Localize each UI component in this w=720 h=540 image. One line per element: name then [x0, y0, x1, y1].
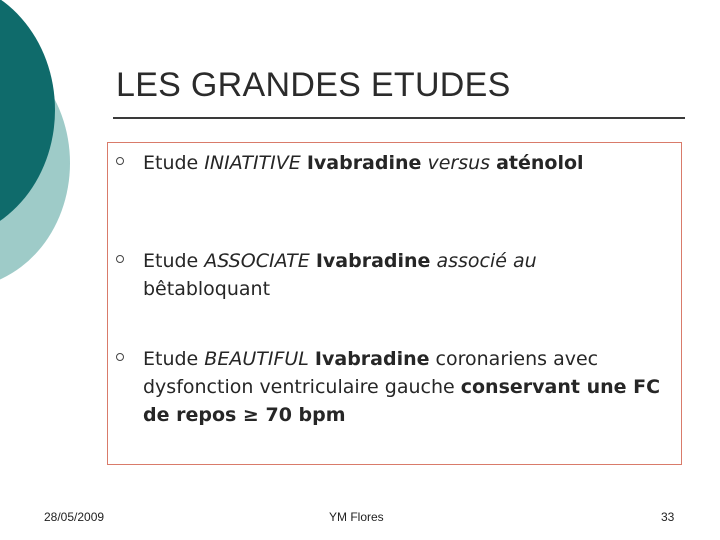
bullet-circle-icon [116, 255, 124, 263]
text-run: coronariens avec dysfonction ventriculaire gauche [143, 348, 599, 398]
title-underline [113, 117, 685, 119]
text-run: Etude [143, 250, 205, 272]
footer-author: YM Flores [329, 510, 384, 524]
drug-name: Ivabradine [306, 152, 422, 174]
text-run: Etude [143, 152, 205, 174]
slide-title: LES GRANDES ETUDES [116, 66, 511, 104]
text-run: associé au [430, 250, 537, 272]
text-run: Etude [143, 348, 205, 370]
bullet-text [143, 149, 668, 177]
bullet-text [143, 345, 668, 429]
drug-name: Ivabradine [315, 250, 431, 272]
text-run: bêtabloquant [143, 278, 271, 300]
content-box [107, 142, 682, 465]
text-run: versus [421, 152, 497, 174]
study-name: INIATITIVE [204, 152, 301, 174]
bullet-circle-icon [116, 157, 124, 165]
page-number: 33 [661, 510, 675, 524]
criteria-text: conservant une FC de repos ≥ 70 bpm [143, 376, 661, 426]
comparator-name: aténolol [496, 152, 584, 174]
bullet-circle-icon [116, 353, 124, 361]
bullet-text [143, 247, 668, 303]
drug-name: Ivabradine [314, 348, 430, 370]
study-name: BEAUTIFUL [204, 348, 309, 370]
study-name: ASSOCIATE [204, 250, 310, 272]
footer-date: 28/05/2009 [44, 510, 105, 524]
